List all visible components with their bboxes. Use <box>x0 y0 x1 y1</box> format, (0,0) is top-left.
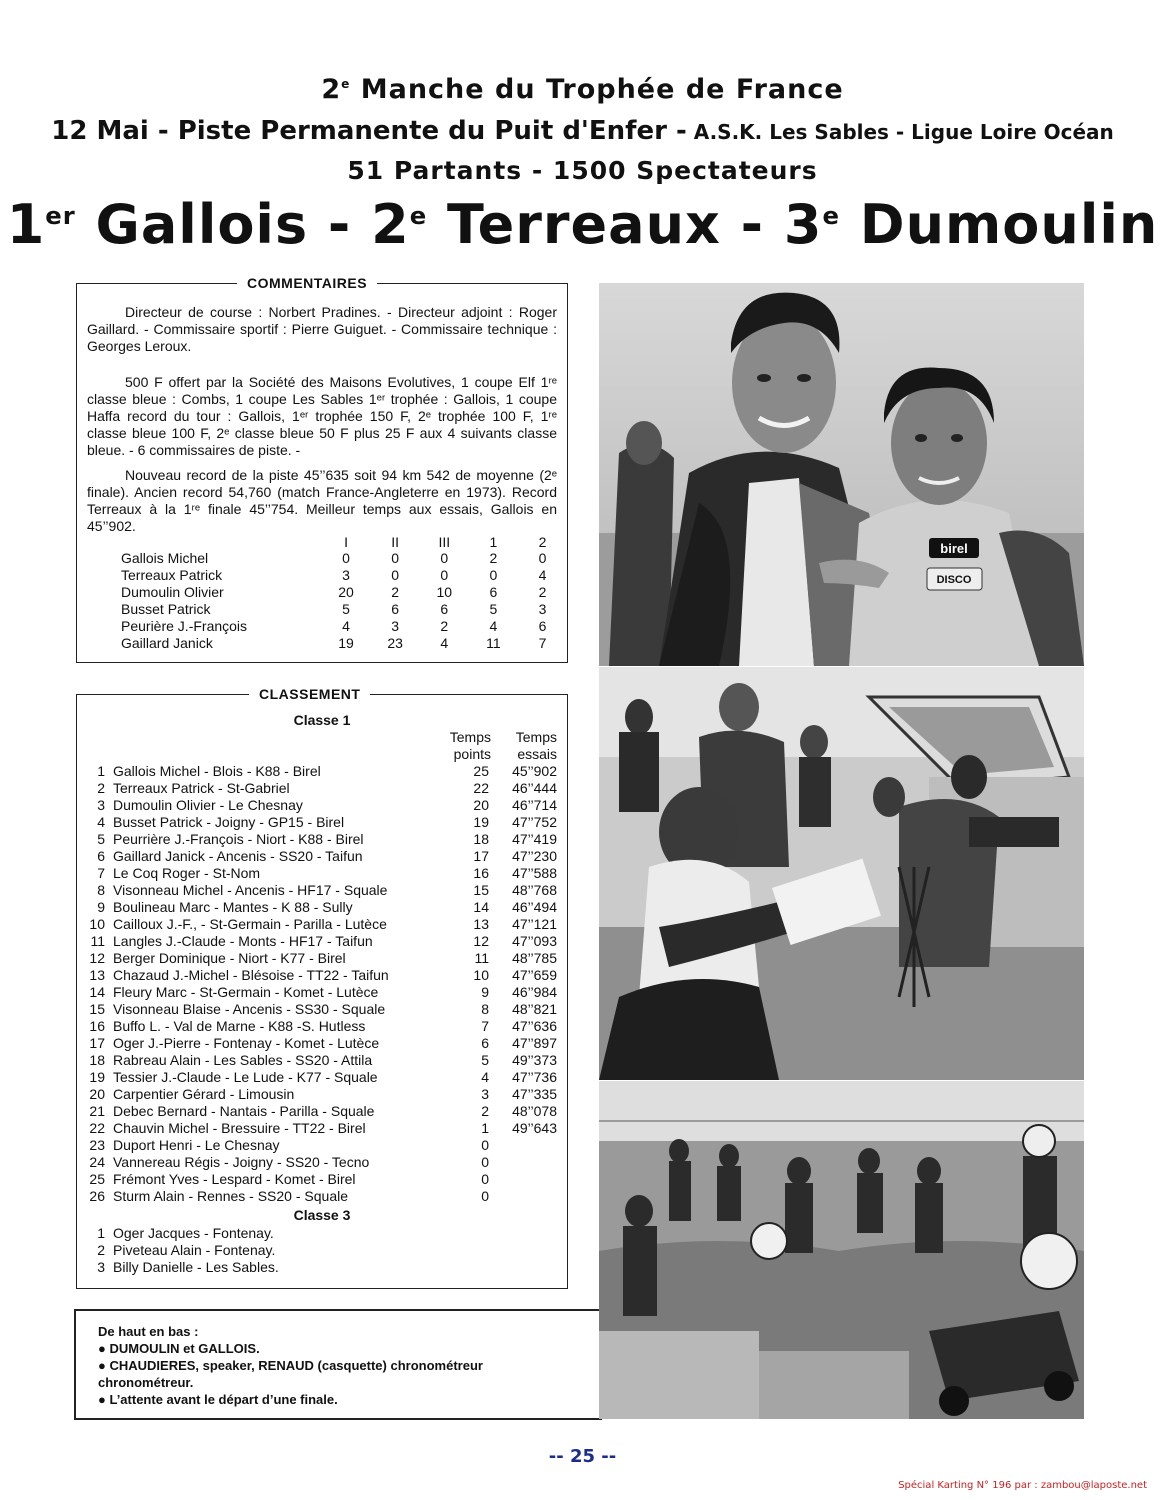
heat-value: 10 <box>436 584 453 600</box>
ranking-position: 17 <box>89 1035 105 1051</box>
ranking-points: 18 <box>473 831 489 847</box>
ranking-row <box>87 916 562 933</box>
ranking-driver: Chauvin Michel - Bressuire - TT22 - Birel <box>113 1120 366 1136</box>
heat-value: 4 <box>440 635 449 651</box>
heat-row <box>121 635 567 652</box>
ranking-points: 2 <box>481 1103 489 1119</box>
heat-value: 0 <box>440 550 449 566</box>
ranking-position: 25 <box>89 1171 105 1187</box>
ranking-driver: Rabreau Alain - Les Sables - SS20 - Attila <box>113 1052 373 1068</box>
heat-value: 5 <box>489 601 498 617</box>
ranking-driver: Debec Bernard - Nantais - Parilla - Squale <box>113 1103 375 1119</box>
prizes-paragraph: 500 F offert par la Société des Maisons Evolutives, 1 coupe Elf 1ʳᵉ classe bleue : Combs, 1 coupe Les Sables 1ᵉʳ trophée : Gallois, 1 coupe Haffa record du tour : Gallois, 1ᵉʳ trophée 150 F, 2ᵉ trophée 100 F, 1ʳᵉ classe bleue 100 F, 2ᵉ classe bleue 50 F plus 25 F aux 4 suivants classe bleue. - 6 commissaires de piste. - <box>87 374 557 458</box>
ranking-position: 22 <box>89 1120 105 1136</box>
ranking-row <box>87 882 562 899</box>
classe3-list <box>87 1225 562 1276</box>
ranking-driver: Langles J.-Claude - Monts - HF17 - Taifun <box>113 933 373 949</box>
ranking-points: 1 <box>481 1120 489 1136</box>
ranking-position: 13 <box>89 967 105 983</box>
ranking-row <box>87 1154 562 1171</box>
ranking-driver: Visonneau Blaise - Ancenis - SS30 - Squale <box>113 1001 386 1017</box>
disco-patch: DISCO <box>936 574 972 586</box>
ranking-points: 11 <box>474 950 489 966</box>
scan-credit: Spécial Karting N° 196 par : zambou@laposte.net <box>898 1480 1147 1491</box>
photo-caption-box <box>74 1309 602 1420</box>
classement-box <box>76 686 568 1289</box>
heat-value: 4 <box>538 567 547 583</box>
heat-value: 2 <box>391 584 400 600</box>
heat-col: 2 <box>538 534 547 550</box>
ranking-driver: Tessier J.-Claude - Le Lude - K77 - Squale <box>113 1069 378 1085</box>
ranking-position: 3 <box>97 1259 105 1275</box>
ranking-row <box>87 848 562 865</box>
ranking-essai-time: 48’’821 <box>512 1001 557 1017</box>
ranking-position: 18 <box>89 1052 105 1068</box>
ranking-driver: Carpentier Gérard - Limousin <box>113 1086 295 1102</box>
ranking-points: 4 <box>481 1069 489 1085</box>
ranking-driver: Gallois Michel - Blois - K88 - Birel <box>113 763 321 779</box>
ranking-points: 12 <box>473 933 489 949</box>
ranking-position: 2 <box>97 780 105 796</box>
temps-essais-header: Temps essais <box>515 729 557 762</box>
heat-col: III <box>438 534 451 550</box>
ranking-points: 10 <box>473 967 489 983</box>
event-attendance-line: 51 Partants - 1500 Spectateurs <box>347 156 818 185</box>
ranking-essai-time: 46’’444 <box>512 780 557 796</box>
heat-value: 6 <box>489 584 498 600</box>
heat-value: 0 <box>391 550 400 566</box>
ranking-essai-time: 47’’636 <box>512 1018 557 1034</box>
ranking-driver: Chazaud J.-Michel - Blésoise - TT22 - Taifun <box>113 967 389 983</box>
ranking-row <box>87 831 562 848</box>
ranking-row <box>87 1086 562 1103</box>
ranking-essai-time: 45’’902 <box>512 763 557 779</box>
ranking-position: 24 <box>89 1154 105 1170</box>
ranking-position: 8 <box>97 882 105 898</box>
heat-col: I <box>344 534 348 550</box>
ranking-essai-time: 47’’736 <box>512 1069 557 1085</box>
heat-value: 2 <box>440 618 449 634</box>
ranking-driver: Frémont Yves - Lespard - Komet - Birel <box>113 1171 356 1187</box>
ranking-position: 23 <box>89 1137 105 1153</box>
heat-value: 0 <box>342 550 350 566</box>
ranking-essai-time: 49’’643 <box>512 1120 557 1136</box>
heat-row <box>121 584 567 601</box>
ranking-row <box>87 780 562 797</box>
heat-value: 0 <box>391 567 400 583</box>
ranking-essai-time: 48’’078 <box>512 1103 557 1119</box>
ranking-points: 0 <box>481 1188 489 1204</box>
ranking-points: 8 <box>481 1001 489 1017</box>
ranking-row <box>87 984 562 1001</box>
driver-name: Terreaux Patrick <box>121 567 223 583</box>
ranking-points: 25 <box>473 763 489 779</box>
ranking-points: 7 <box>481 1018 489 1034</box>
ranking-position: 2 <box>97 1242 105 1258</box>
ranking-essai-time: 47’’659 <box>512 967 557 983</box>
ranking-position: 11 <box>90 933 105 949</box>
heat-value: 3 <box>391 618 400 634</box>
classe1-title: Classe 1 <box>293 712 351 728</box>
ranking-position: 9 <box>97 899 105 915</box>
classement-title: CLASSEMENT <box>249 686 370 702</box>
ranking-essai-time: 47’’752 <box>512 814 557 830</box>
ranking-essai-time: 49’’373 <box>512 1052 557 1068</box>
photo-chaudieres-renaud-image <box>599 667 1084 1080</box>
ranking-position: 16 <box>89 1018 105 1034</box>
driver-name: Gaillard Janick <box>121 635 213 651</box>
heat-value: 4 <box>342 618 350 634</box>
ranking-essai-time: 47’’121 <box>512 916 557 932</box>
ranking-essai-time: 46’’494 <box>512 899 557 915</box>
ranking-points: 15 <box>473 882 489 898</box>
heat-row <box>121 601 567 618</box>
ranking-position: 7 <box>97 865 105 881</box>
ranking-row <box>87 1225 562 1242</box>
caption-line-2: ● CHAUDIERES, speaker, RENAUD (casquette) chronométreur <box>98 1358 483 1373</box>
ranking-row <box>87 1052 562 1069</box>
heat-value: 2 <box>538 584 547 600</box>
ranking-row <box>87 950 562 967</box>
ranking-row <box>87 1171 562 1188</box>
driver-name: Dumoulin Olivier <box>121 584 224 600</box>
ranking-position: 19 <box>89 1069 105 1085</box>
ranking-row <box>87 763 562 780</box>
ranking-driver: Cailloux J.-F., - St-Germain - Parilla - Lutèce <box>113 916 387 932</box>
heat-value: 4 <box>489 618 498 634</box>
ranking-driver: Sturm Alain - Rennes - SS20 - Squale <box>113 1188 349 1204</box>
classe1-list <box>87 763 562 1205</box>
heat-value: 11 <box>486 635 501 651</box>
heat-row <box>121 567 567 584</box>
caption-intro: De haut en bas : <box>98 1324 199 1339</box>
ranking-driver: Peurrière J.-François - Niort - K88 - Birel <box>113 831 364 847</box>
officials-paragraph: Directeur de course : Norbert Pradines. - Directeur adjoint : Roger Gaillard. - Commissaire sportif : Pierre Guiguet. - Commissaire technique : Georges Leroux. <box>87 304 557 354</box>
ranking-row <box>87 933 562 950</box>
ranking-essai-time: 47’’230 <box>512 848 557 864</box>
heat-value: 19 <box>338 635 354 651</box>
ranking-points: 3 <box>481 1086 489 1102</box>
ranking-row <box>87 1018 562 1035</box>
ranking-essai-time: 47’’335 <box>512 1086 557 1102</box>
ranking-essai-time: 46’’984 <box>512 984 557 1000</box>
ranking-driver: Duport Henri - Le Chesnay <box>113 1137 280 1153</box>
caption-line-4: ● L’attente avant le départ d’une finale. <box>98 1392 338 1407</box>
ranking-essai-time: 47’’419 <box>512 831 557 847</box>
ranking-points: 19 <box>473 814 489 830</box>
photo-waiting-final <box>599 1081 1084 1419</box>
ranking-points: 16 <box>473 865 489 881</box>
ranking-driver: Gaillard Janick - Ancenis - SS20 - Taifun <box>113 848 363 864</box>
ranking-row <box>87 1137 562 1154</box>
ranking-driver: Visonneau Michel - Ancenis - HF17 - Squale <box>113 882 388 898</box>
heat-value: 2 <box>489 550 498 566</box>
ranking-position: 21 <box>89 1103 105 1119</box>
event-round-title: 2e Manche du Trophée de France <box>321 74 844 105</box>
heat-value: 0 <box>489 567 498 583</box>
ranking-driver: Boulineau Marc - Mantes - K 88 - Sully <box>113 899 353 915</box>
ranking-position: 15 <box>89 1001 105 1017</box>
ranking-driver: Terreaux Patrick - St-Gabriel <box>113 780 290 796</box>
ranking-position: 3 <box>97 797 105 813</box>
ranking-points: 9 <box>481 984 489 1000</box>
heat-value: 3 <box>538 601 547 617</box>
photo-waiting-final-image <box>599 1081 1084 1419</box>
heat-row <box>121 550 567 567</box>
ranking-driver: Billy Danielle - Les Sables. <box>113 1259 279 1275</box>
ranking-position: 20 <box>89 1086 105 1102</box>
ranking-points: 13 <box>473 916 489 932</box>
commentaires-box <box>76 275 568 663</box>
ranking-driver: Oger Jacques - Fontenay. <box>113 1225 274 1241</box>
page-number: -- 25 -- <box>548 1446 617 1467</box>
photo-dumoulin-gallois <box>599 283 1084 666</box>
ranking-points: 6 <box>481 1035 489 1051</box>
heat-results-table <box>121 534 567 652</box>
heat-col: 1 <box>489 534 498 550</box>
ranking-position: 6 <box>97 848 105 864</box>
photo-chaudieres-renaud <box>599 667 1084 1080</box>
record-paragraph: Nouveau record de la piste 45’’635 soit 94 km 542 de moyenne (2ᵉ finale). Ancien record 54,760 (match France-Angleterre en 1973). Record Terreaux à la 1ʳᵉ finale 45’’754. Meilleur temps aux essais, Gallois en 45’’902. <box>87 467 557 534</box>
ranking-row <box>87 1120 562 1137</box>
ranking-position: 10 <box>89 916 105 932</box>
heat-row <box>121 618 567 635</box>
ranking-points: 0 <box>481 1137 489 1153</box>
ranking-row <box>87 1188 562 1205</box>
ranking-driver: Piveteau Alain - Fontenay. <box>113 1242 276 1258</box>
heat-value: 5 <box>342 601 350 617</box>
ranking-row <box>87 797 562 814</box>
ranking-driver: Buffo L. - Val de Marne - K88 -S. Hutless <box>113 1018 366 1034</box>
ranking-position: 26 <box>89 1188 105 1204</box>
ranking-position: 12 <box>89 950 105 966</box>
event-venue-line: 12 Mai - Piste Permanente du Puit d'Enfer - A.S.K. Les Sables - Ligue Loire Océan <box>51 116 1114 146</box>
ranking-row <box>87 1035 562 1052</box>
heat-value: 23 <box>387 635 403 651</box>
driver-name: Gallois Michel <box>121 550 209 566</box>
birel-patch: birel <box>940 541 968 556</box>
ranking-points: 0 <box>481 1154 489 1170</box>
heat-value: 0 <box>440 567 449 583</box>
ranking-driver: Vannereau Régis - Joigny - SS20 - Tecno <box>113 1154 370 1170</box>
ranking-row <box>87 1259 562 1276</box>
ranking-position: 5 <box>97 831 105 847</box>
photo-dumoulin-gallois-image <box>599 283 1084 666</box>
ranking-driver: Busset Patrick - Joigny - GP15 - Birel <box>113 814 345 830</box>
ranking-row <box>87 1069 562 1086</box>
ranking-points: 20 <box>473 797 489 813</box>
ranking-position: 1 <box>97 1225 105 1241</box>
heat-value: 6 <box>440 601 449 617</box>
heat-value: 0 <box>538 550 547 566</box>
caption-line-1: ● DUMOULIN et GALLOIS. <box>98 1341 260 1356</box>
ranking-position: 1 <box>97 763 105 779</box>
ranking-points: 5 <box>481 1052 489 1068</box>
heat-col: II <box>391 534 400 550</box>
driver-name: Peurière J.-François <box>121 618 248 634</box>
classe3-title: Classe 3 <box>293 1207 351 1223</box>
ranking-points: 0 <box>481 1171 489 1187</box>
ranking-row <box>87 865 562 882</box>
commentaires-title: COMMENTAIRES <box>237 275 377 291</box>
ranking-essai-time: 47’’588 <box>512 865 557 881</box>
ranking-position: 14 <box>89 984 105 1000</box>
ranking-row <box>87 1242 562 1259</box>
ranking-row <box>87 1103 562 1120</box>
ranking-points: 22 <box>473 780 489 796</box>
ranking-driver: Oger J.-Pierre - Fontenay - Komet - Lutèce <box>113 1035 380 1051</box>
heat-value: 20 <box>338 584 354 600</box>
heat-value: 7 <box>538 635 547 651</box>
podium-headline: 1er Gallois - 2e Terreaux - 3e Dumoulin <box>6 193 1159 256</box>
ranking-essai-time: 48’’785 <box>512 950 557 966</box>
ranking-essai-time: 47’’897 <box>512 1035 557 1051</box>
ranking-row <box>87 899 562 916</box>
heat-value: 6 <box>538 618 547 634</box>
ranking-points: 17 <box>473 848 489 864</box>
ranking-row <box>87 967 562 984</box>
ranking-row <box>87 814 562 831</box>
ranking-row <box>87 1001 562 1018</box>
heat-header-row <box>121 534 567 550</box>
heat-value: 3 <box>342 567 350 583</box>
heat-value: 6 <box>391 601 400 617</box>
ranking-essai-time: 47’’093 <box>512 933 557 949</box>
temps-points-header: Temps points <box>449 729 491 762</box>
ranking-driver: Fleury Marc - St-Germain - Komet - Lutèce <box>113 984 379 1000</box>
ranking-position: 4 <box>97 814 105 830</box>
ranking-essai-time: 46’’714 <box>512 797 557 813</box>
ranking-driver: Dumoulin Olivier - Le Chesnay <box>113 797 303 813</box>
ranking-essai-time: 48’’768 <box>512 882 557 898</box>
caption-line-3: chronométreur. <box>98 1375 194 1390</box>
driver-name: Busset Patrick <box>121 601 211 617</box>
ranking-driver: Le Coq Roger - St-Nom <box>113 865 261 881</box>
ranking-driver: Berger Dominique - Niort - K77 - Birel <box>113 950 346 966</box>
ranking-points: 14 <box>473 899 489 915</box>
